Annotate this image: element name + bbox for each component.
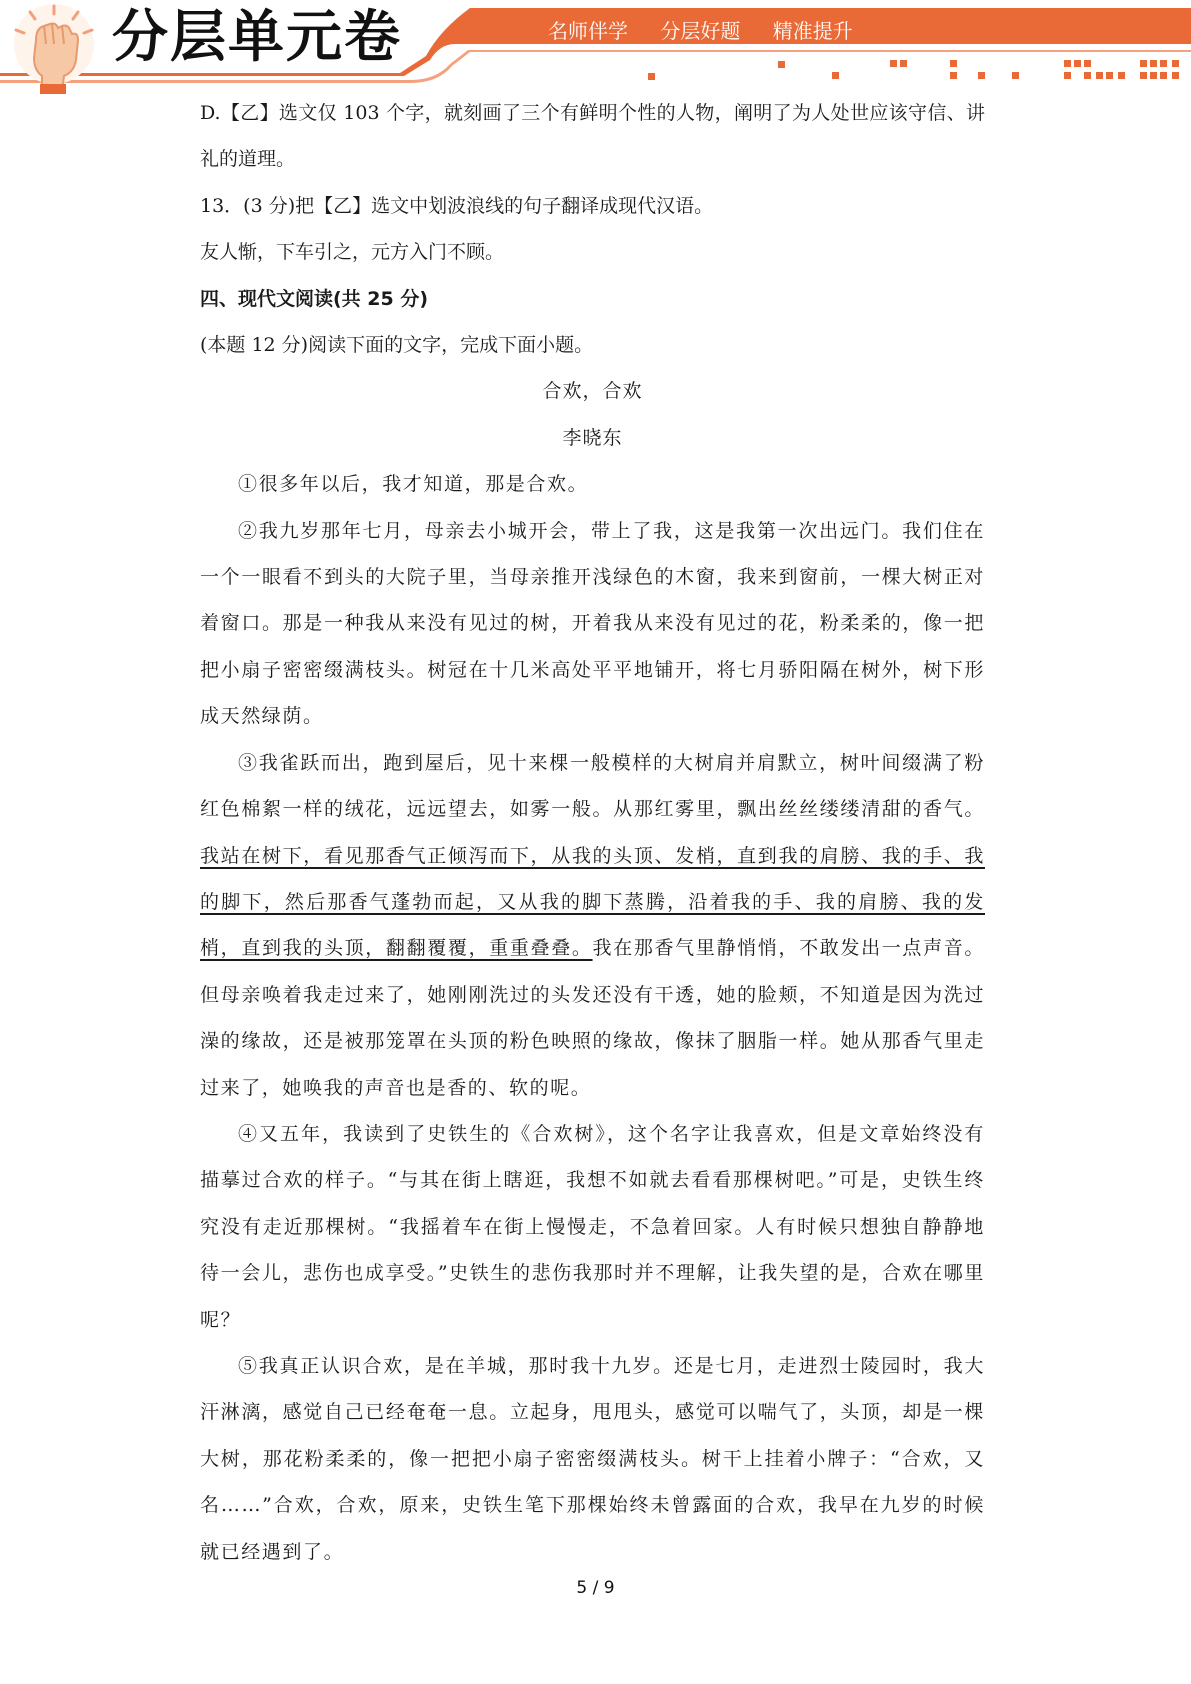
slogan-1: 名师伴学 bbox=[548, 19, 628, 43]
pixel-decoration bbox=[648, 60, 1179, 80]
slogan-2: 分层好题 bbox=[660, 19, 741, 43]
slogan-3: 精准提升 bbox=[772, 19, 853, 43]
paragraph-5: ⑤我真正认识合欢，是在羊城，那时我十九岁。还是七月，走进烈士陵园时，我大汗淋漓，感觉自己已经奄奄一息。立起身，甩甩头，感觉可以喘气了，头顶，却是一棵大树，那花粉柔柔的，像一把把小扇子密密缀满枝头。树干上挂着小牌子：“合欢，又名……”合欢，合欢，原来，史铁生笔下那棵始终未曾露面的合欢，我早在九岁的时候就已经遇到了。 bbox=[200, 1354, 985, 1563]
underlined-passage: 我站在树下，看见那香气正倾泻而下，从我的头顶、发梢，直到我的肩膀、我的手、我的脚下，然后那香气蓬勃而起，又从我的脚下蒸腾，沿着我的手、我的肩膀、我的发梢，直到我的头顶，翻翻覆覆，重重叠叠。 bbox=[200, 844, 985, 960]
question-13-sentence: 友人惭，下车引之，元方入门不顾。 bbox=[200, 241, 505, 264]
article-title: 合欢，合欢 bbox=[542, 380, 643, 403]
document-body bbox=[200, 90, 985, 1575]
question-13: 13．(3 分)把【乙】选文中划波浪线的句子翻译成现代汉语。 bbox=[200, 194, 714, 217]
paragraph-2: ②我九岁那年七月，母亲去小城开会，带上了我，这是我第一次出远门。我们住在一个一眼看不到头的大院子里，当母亲推开浅绿色的木窗，我来到窗前，一棵大树正对着窗口。那是一种我从来没有见过的树，开着我从来没有见过的花，粉柔柔的，像一把把小扇子密密缀满枝头。树冠在十几米高处平平地铺开，将七月骄阳隔在树外，树下形成天然绿荫。 bbox=[200, 519, 985, 728]
paragraph-3-tail: 我在那香气里静悄悄，不敢发出一点声音。但母亲唤着我走过来了，她刚刚洗过的头发还没有干透，她的脸颊，不知道是因为洗过澡的缘故，还是被那笼罩在头顶的粉色映照的缘故，像抹了胭脂一样。她从那香气里走过来了，她唤我的声音也是香的、软的呢。 bbox=[200, 937, 985, 1099]
header-slogans bbox=[548, 16, 879, 46]
paragraph-3 bbox=[200, 740, 985, 1111]
page-header bbox=[0, 0, 1191, 100]
brand-title: 分层单元卷 bbox=[112, 5, 402, 70]
page-number: 5 / 9 bbox=[576, 1578, 615, 1598]
option-d: D.【乙】选文仅 103 个字，就刻画了三个有鲜明个性的人物，阐明了为人处世应该守信、讲礼的道理。 bbox=[200, 102, 985, 171]
paragraph-1: ①很多年以后，我才知道，那是合欢。 bbox=[238, 473, 589, 496]
thumbs-up-hand-icon bbox=[6, 0, 102, 96]
article-author: 李晓东 bbox=[562, 426, 623, 449]
section-title: 四、现代文阅读(共 25 分) bbox=[200, 287, 429, 310]
instruction: (本题 12 分)阅读下面的文字，完成下面小题。 bbox=[200, 334, 594, 357]
paragraph-3-lead: ③我雀跃而出，跑到屋后，见十来棵一般模样的大树肩并肩默立，树叶间缀满了粉红色棉絮一样的绒花，远远望去，如雾一般。从那红雾里，飘出丝丝缕缕清甜的香气。 bbox=[200, 751, 985, 821]
paragraph-4: ④又五年，我读到了史铁生的《合欢树》，这个名字让我喜欢，但是文章始终没有描摹过合欢的样子。“与其在街上瞎逛，我想不如就去看看那棵树吧。”可是，史铁生终究没有走近那棵树。“我摇着车在街上慢慢走，不急着回家。人有时候只想独自静静地待一会儿，悲伤也成享受。”史铁生的悲伤我那时并不理解，让我失望的是，合欢在哪里呢？ bbox=[200, 1122, 985, 1331]
